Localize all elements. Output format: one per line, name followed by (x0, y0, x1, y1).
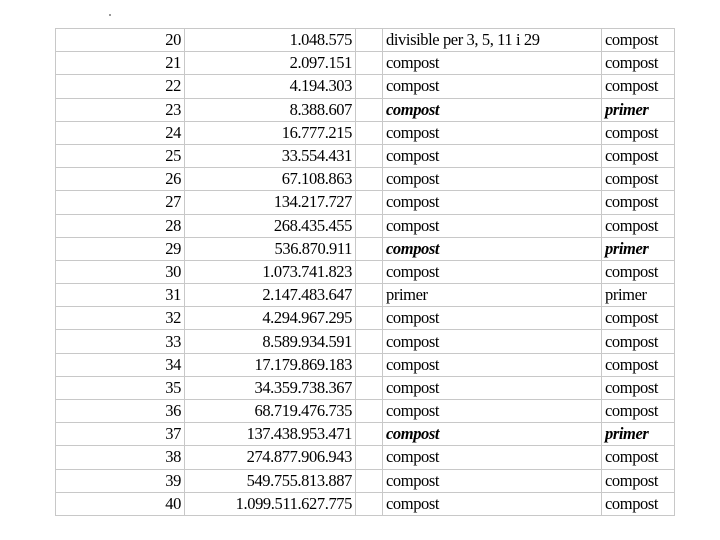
empty-cell (356, 52, 383, 75)
value-cell: 4.294.967.295 (185, 307, 356, 330)
empty-cell (356, 330, 383, 353)
divisor-status-cell: compost (383, 446, 602, 469)
value-cell: 67.108.863 (185, 168, 356, 191)
value-cell: 536.870.911 (185, 237, 356, 260)
table-row (56, 121, 675, 144)
value-cell: 549.755.813.887 (185, 469, 356, 492)
divisor-status-cell: compost (383, 52, 602, 75)
mersenne-status-cell: compost (602, 214, 675, 237)
value-cell: 274.877.906.943 (185, 446, 356, 469)
divisor-status-cell: compost (383, 214, 602, 237)
mersenne-status-cell: primer (602, 98, 675, 121)
table-row (56, 376, 675, 399)
divisor-status-cell: divisible per 3, 5, 11 i 29 (383, 29, 602, 52)
table-body (56, 29, 675, 516)
mersenne-status-cell: compost (602, 144, 675, 167)
mersenne-status-cell: compost (602, 260, 675, 283)
mersenne-status-cell: compost (602, 121, 675, 144)
exponent-cell: 23 (56, 98, 185, 121)
empty-cell (356, 492, 383, 515)
mersenne-status-cell: compost (602, 400, 675, 423)
table-row (56, 191, 675, 214)
table-row (56, 307, 675, 330)
value-cell: 137.438.953.471 (185, 423, 356, 446)
empty-cell (356, 353, 383, 376)
mersenne-status-cell: compost (602, 353, 675, 376)
exponent-cell: 25 (56, 144, 185, 167)
mersenne-status-cell: compost (602, 446, 675, 469)
divisor-status-cell: compost (383, 144, 602, 167)
empty-cell (356, 284, 383, 307)
divisor-status-cell: compost (383, 400, 602, 423)
divisor-status-cell: compost (383, 423, 602, 446)
exponent-cell: 37 (56, 423, 185, 446)
divisor-status-cell: compost (383, 168, 602, 191)
divisor-status-cell: compost (383, 98, 602, 121)
table-row (56, 214, 675, 237)
empty-cell (356, 75, 383, 98)
exponent-cell: 31 (56, 284, 185, 307)
table-row (56, 469, 675, 492)
exponent-cell: 36 (56, 400, 185, 423)
table-row (56, 330, 675, 353)
divisor-status-cell: compost (383, 353, 602, 376)
empty-cell (356, 29, 383, 52)
empty-cell (356, 214, 383, 237)
value-cell: 2.097.151 (185, 52, 356, 75)
empty-cell (356, 191, 383, 214)
mersenne-status-cell: primer (602, 423, 675, 446)
table-row (56, 260, 675, 283)
table-row (56, 237, 675, 260)
mersenne-status-cell: compost (602, 75, 675, 98)
value-cell: 1.073.741.823 (185, 260, 356, 283)
mersenne-status-cell: compost (602, 29, 675, 52)
value-cell: 8.589.934.591 (185, 330, 356, 353)
mersenne-status-cell: compost (602, 330, 675, 353)
empty-cell (356, 446, 383, 469)
value-cell: 2.147.483.647 (185, 284, 356, 307)
exponent-cell: 34 (56, 353, 185, 376)
divisor-status-cell: compost (383, 469, 602, 492)
exponent-cell: 33 (56, 330, 185, 353)
empty-cell (356, 400, 383, 423)
table-row (56, 492, 675, 515)
table-row (56, 446, 675, 469)
table-row (56, 75, 675, 98)
empty-cell (356, 237, 383, 260)
value-cell: 134.217.727 (185, 191, 356, 214)
value-cell: 16.777.215 (185, 121, 356, 144)
mersenne-status-cell: compost (602, 492, 675, 515)
empty-cell (356, 376, 383, 399)
mersenne-status-cell: compost (602, 52, 675, 75)
divisor-status-cell: compost (383, 492, 602, 515)
value-cell: 17.179.869.183 (185, 353, 356, 376)
empty-cell (356, 260, 383, 283)
divisor-status-cell: compost (383, 260, 602, 283)
value-cell: 1.048.575 (185, 29, 356, 52)
table-row (56, 284, 675, 307)
mersenne-status-cell: compost (602, 469, 675, 492)
empty-cell (356, 168, 383, 191)
exponent-cell: 30 (56, 260, 185, 283)
table-row (56, 353, 675, 376)
value-cell: 8.388.607 (185, 98, 356, 121)
exponent-cell: 29 (56, 237, 185, 260)
table-row (56, 168, 675, 191)
exponent-cell: 22 (56, 75, 185, 98)
table-row (56, 144, 675, 167)
exponent-cell: 26 (56, 168, 185, 191)
mersenne-status-cell: compost (602, 376, 675, 399)
mersenne-table (55, 28, 675, 516)
exponent-cell: 39 (56, 469, 185, 492)
corner-dot (109, 14, 111, 16)
empty-cell (356, 423, 383, 446)
exponent-cell: 21 (56, 52, 185, 75)
table-row (56, 29, 675, 52)
value-cell: 34.359.738.367 (185, 376, 356, 399)
mersenne-status-cell: primer (602, 237, 675, 260)
value-cell: 68.719.476.735 (185, 400, 356, 423)
value-cell: 1.099.511.627.775 (185, 492, 356, 515)
empty-cell (356, 307, 383, 330)
mersenne-status-cell: compost (602, 191, 675, 214)
divisor-status-cell: compost (383, 191, 602, 214)
exponent-cell: 24 (56, 121, 185, 144)
empty-cell (356, 121, 383, 144)
exponent-cell: 40 (56, 492, 185, 515)
value-cell: 4.194.303 (185, 75, 356, 98)
table-row (56, 52, 675, 75)
table-row (56, 98, 675, 121)
divisor-status-cell: compost (383, 237, 602, 260)
divisor-status-cell: compost (383, 75, 602, 98)
divisor-status-cell: compost (383, 307, 602, 330)
mersenne-status-cell: compost (602, 168, 675, 191)
exponent-cell: 27 (56, 191, 185, 214)
exponent-cell: 28 (56, 214, 185, 237)
divisor-status-cell: compost (383, 376, 602, 399)
divisor-status-cell: compost (383, 330, 602, 353)
table-row (56, 423, 675, 446)
divisor-status-cell: compost (383, 121, 602, 144)
mersenne-status-cell: compost (602, 307, 675, 330)
exponent-cell: 35 (56, 376, 185, 399)
exponent-cell: 38 (56, 446, 185, 469)
mersenne-status-cell: primer (602, 284, 675, 307)
empty-cell (356, 469, 383, 492)
divisor-status-cell: primer (383, 284, 602, 307)
empty-cell (356, 144, 383, 167)
value-cell: 268.435.455 (185, 214, 356, 237)
exponent-cell: 32 (56, 307, 185, 330)
value-cell: 33.554.431 (185, 144, 356, 167)
exponent-cell: 20 (56, 29, 185, 52)
table-row (56, 400, 675, 423)
empty-cell (356, 98, 383, 121)
